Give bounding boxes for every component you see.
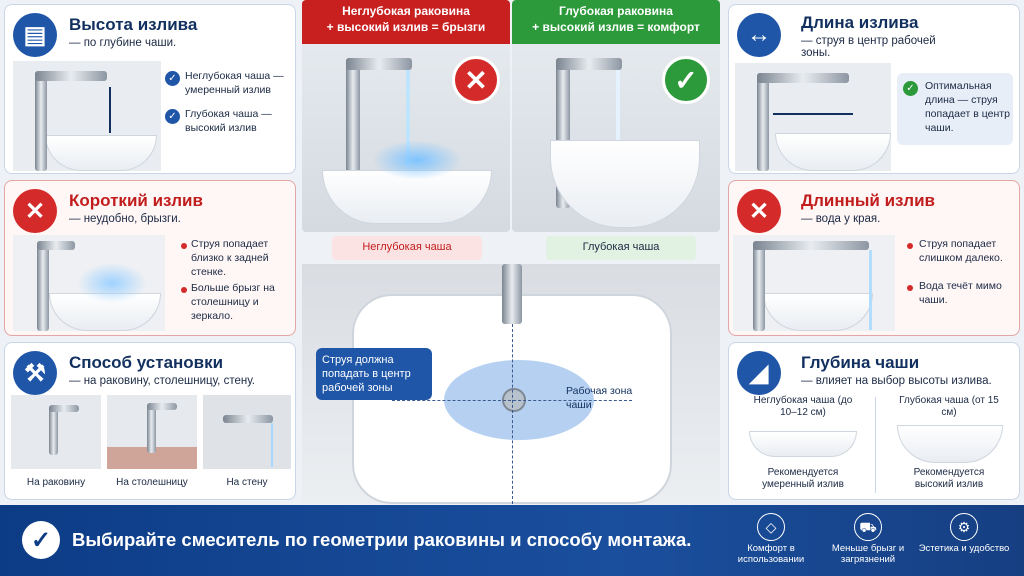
bad-combo-line2: + высокий излив = брызги	[326, 20, 486, 34]
mount-counter-image	[107, 395, 197, 469]
mount-sink-image	[11, 395, 101, 469]
short-spout-panel	[4, 180, 296, 336]
bullet	[907, 285, 913, 291]
bad-combo-tag	[302, 0, 510, 44]
feature-comfort	[726, 509, 816, 565]
diamond-icon: ◇	[757, 513, 785, 541]
good-combo-tag	[512, 0, 720, 44]
x-mark-icon: ✕	[452, 56, 500, 104]
bottom-banner	[0, 505, 1024, 576]
long-sub: — вода у края.	[801, 213, 881, 225]
zone-label: Рабочая зона чаши	[566, 385, 633, 411]
feature-aesthetics	[918, 509, 1010, 554]
bowl-depth-icon: ◢	[737, 351, 781, 395]
center-callout: Струя должна попадать в центр рабочей зоны	[316, 348, 432, 400]
feature-label: Меньше брызг и загрязнений	[831, 543, 905, 565]
mount-wall-image	[203, 395, 291, 469]
length-image	[735, 63, 891, 171]
depth-divider	[875, 397, 876, 493]
height-note-1: Неглубокая чаша — умеренный излив	[185, 70, 284, 96]
bad-combo-line1: Неглубокая раковина	[342, 4, 470, 18]
good-combo-line2: + высокий излив = комфорт	[532, 20, 700, 34]
short-sub: — неудобно, брызги.	[69, 213, 181, 225]
long-note-1: Струя попадает слишком далеко.	[919, 238, 1003, 264]
depth-right-label: Глубокая чаша (от 15 см)	[899, 395, 999, 418]
check-circle-icon: ✓	[22, 521, 60, 559]
length-title: Длина излива	[801, 13, 919, 32]
check-mark-icon: ✓	[662, 56, 710, 104]
length-panel	[728, 4, 1020, 174]
gear-icon: ⚙	[950, 513, 978, 541]
height-note-2: Глубокая чаша — высокий излив	[185, 108, 272, 134]
height-title: Высота излива	[69, 15, 198, 34]
short-note-2: Больше брызг на столешницу и зеркало.	[191, 282, 275, 322]
depth-right-rec: Рекомендуется высокий излив	[913, 467, 985, 490]
good-combo-photo	[512, 0, 720, 232]
top-view-photo	[302, 264, 720, 504]
good-combo-line1: Глубокая раковина	[559, 4, 673, 18]
feature-label: Эстетика и удобство	[918, 543, 1010, 554]
mount-title: Способ установки	[69, 353, 224, 372]
check-icon: ✓	[165, 109, 180, 124]
check-icon: ✓	[165, 71, 180, 86]
shallow-bowl	[749, 431, 857, 457]
mount-sub: — на раковину, столешницу, стену.	[69, 375, 255, 387]
depth-left-label: Неглубокая чаша (до 10–12 см)	[753, 395, 853, 418]
short-spout-image	[13, 235, 165, 331]
wrench-icon: ⚒	[13, 351, 57, 395]
short-note-1: Струя попадает близко к задней стенке.	[191, 238, 269, 278]
long-spout-image	[733, 235, 895, 331]
length-sub: — струя в центр рабочей зоны.	[801, 35, 936, 59]
depth-title: Глубина чаши	[801, 353, 920, 372]
length-note: Оптимальная длина — струя попадает в центр чаши.	[925, 80, 1010, 134]
short-title: Короткий излив	[69, 191, 203, 210]
x-icon: ✕	[737, 189, 781, 233]
bullet	[181, 243, 187, 249]
height-panel	[4, 4, 296, 174]
depth-panel	[728, 342, 1020, 500]
depth-sub: — влияет на выбор высоты излива.	[801, 375, 992, 387]
long-note-2: Вода течёт мимо чаши.	[919, 280, 1002, 306]
depth-left-rec: Рекомендуется умеренный излив	[762, 467, 844, 490]
long-title: Длинный излив	[801, 191, 935, 210]
banner-text: Выбирайте смеситель по геометрии раковины и способу монтажа.	[72, 529, 692, 550]
deep-bowl	[897, 425, 1003, 463]
bullet	[181, 287, 187, 293]
mount-panel	[4, 342, 296, 500]
x-icon: ✕	[13, 189, 57, 233]
check-icon: ✓	[903, 81, 918, 96]
shallow-bowl-pill: Неглубокая чаша	[332, 236, 482, 260]
ruler-icon: ▤	[13, 13, 57, 57]
deep-bowl-pill: Глубокая чаша	[546, 236, 696, 260]
long-spout-panel	[728, 180, 1020, 336]
arrows-horizontal-icon: ↔	[737, 13, 781, 57]
height-image	[13, 61, 161, 171]
bullet	[907, 243, 913, 249]
feature-label: Комфорт в использовании	[737, 543, 805, 565]
mount-label-wall: На стену	[226, 477, 268, 488]
bad-combo-photo	[302, 0, 510, 232]
shield-icon: ⛟	[854, 513, 882, 541]
feature-splash	[822, 509, 914, 565]
mount-label-counter: На столешницу	[116, 477, 188, 488]
mount-label-sink: На раковину	[26, 477, 86, 488]
height-sub: — по глубине чаши.	[69, 37, 177, 49]
